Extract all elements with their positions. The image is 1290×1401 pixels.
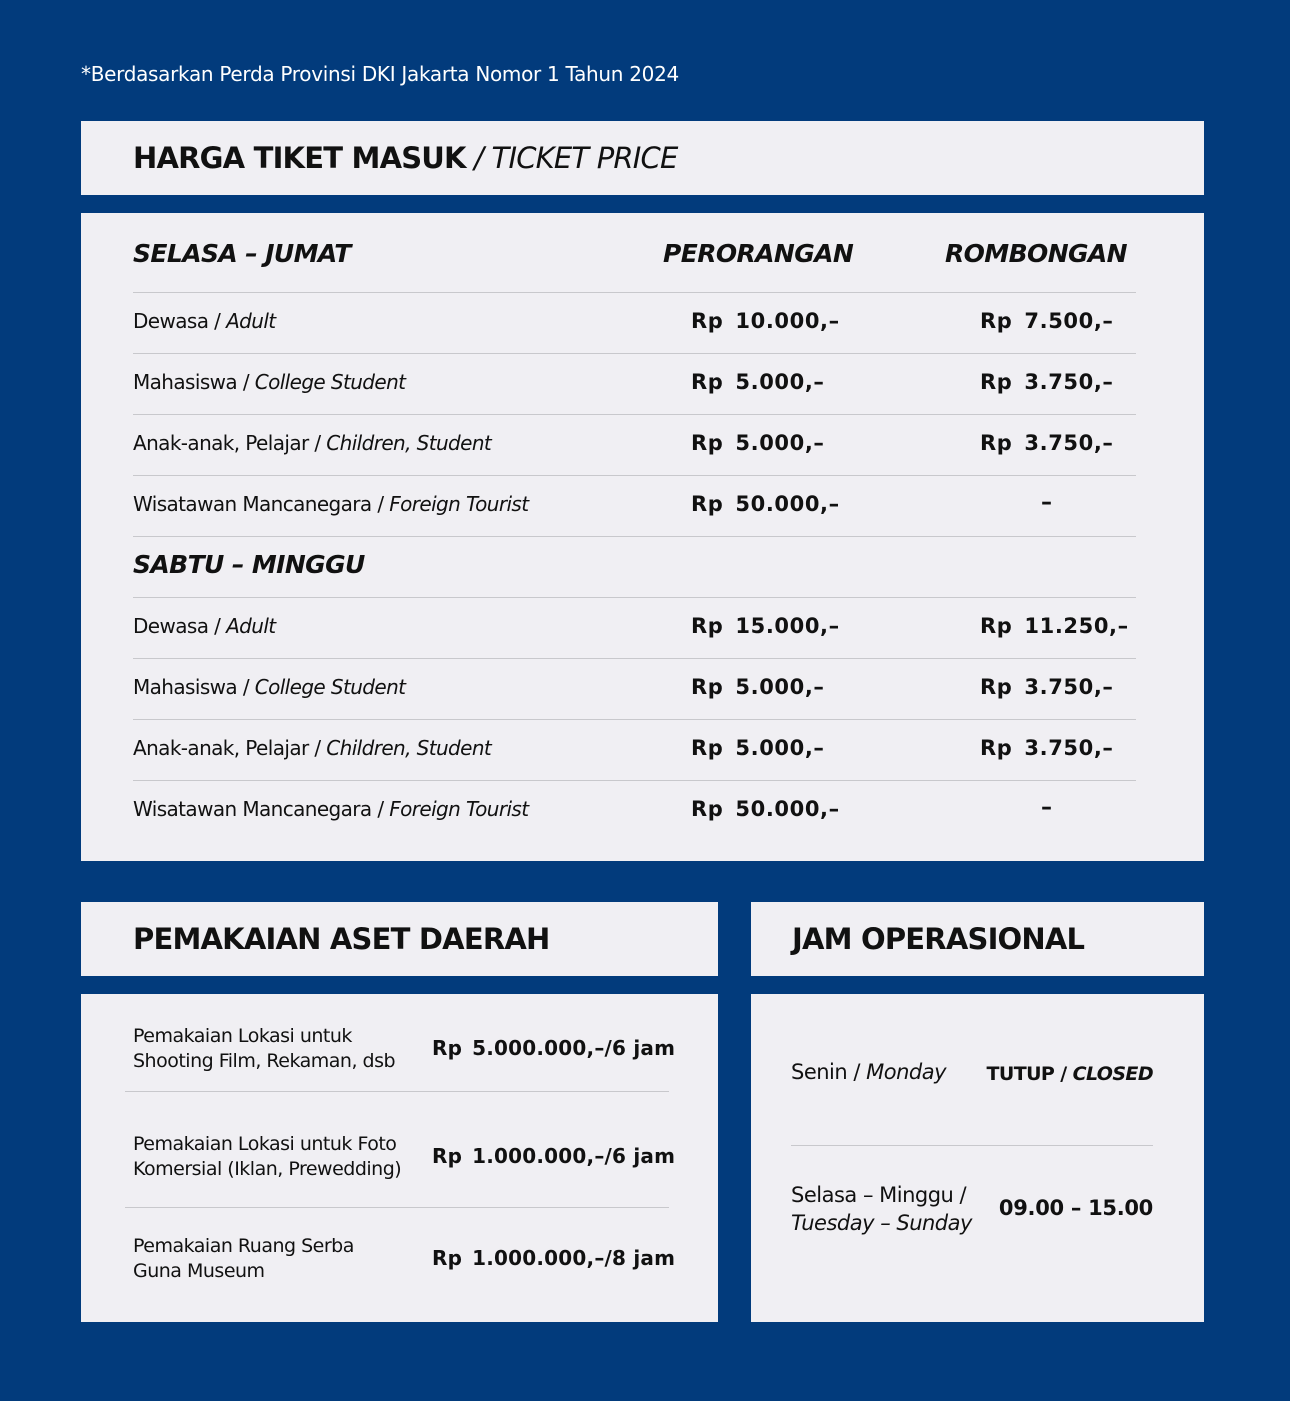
currency: Rp	[432, 1036, 463, 1060]
price-value: 3.750,–	[1024, 736, 1114, 760]
category-label: Dewasa / Adult	[133, 309, 276, 333]
price-value: 3.750,–	[1024, 370, 1114, 394]
category-en: College Student	[254, 675, 406, 699]
status-id: TUTUP	[986, 1063, 1055, 1085]
table-row	[133, 780, 1136, 841]
price-value: 5.000,–	[735, 675, 825, 699]
divider	[125, 1091, 669, 1092]
status-en: CLOSED	[1072, 1063, 1153, 1085]
list-item	[125, 1024, 676, 1084]
category-id: Mahasiswa	[133, 370, 238, 394]
price-value: 1.000.000,–/8 jam	[472, 1246, 676, 1270]
day-id: Selasa – Minggu	[791, 1183, 954, 1207]
currency: Rp	[980, 309, 1013, 333]
asset-usage-table	[81, 994, 718, 1322]
divider	[125, 1207, 669, 1208]
category-id: Dewasa	[133, 614, 209, 638]
day-label: Selasa – Minggu / Tuesday – Sunday	[791, 1181, 991, 1237]
day-en: Monday	[866, 1060, 947, 1084]
price-value: 5.000.000,–/6 jam	[472, 1036, 676, 1060]
price-value: 5.000,–	[735, 431, 825, 455]
category-label: Wisatawan Mancanegara / Foreign Tourist	[133, 492, 529, 516]
ticket-price-title	[133, 141, 678, 175]
category-en: College Student	[254, 370, 406, 394]
weekend-label-wrap	[133, 550, 1136, 579]
category-label: Dewasa / Adult	[133, 614, 276, 638]
group-price	[980, 736, 1114, 760]
operating-hours-header	[751, 902, 1204, 976]
operating-hours-title: JAM OPERASIONAL	[792, 922, 1085, 956]
asset-price	[432, 1036, 675, 1060]
price-value: 5.000,–	[735, 370, 825, 394]
currency: Rp	[691, 797, 724, 821]
category-label: Wisatawan Mancanegara / Foreign Tourist	[133, 797, 529, 821]
group-price	[980, 370, 1114, 394]
asset-usage-title: PEMAKAIAN ASET DAERAH	[133, 922, 550, 956]
divider	[791, 1145, 1153, 1146]
list-item	[125, 1234, 676, 1294]
category-en: Children, Student	[326, 736, 492, 760]
asset-usage-header	[81, 902, 718, 976]
group-price-none: –	[1041, 795, 1052, 820]
currency: Rp	[691, 309, 724, 333]
open-hours: 09.00 – 15.00	[998, 1196, 1153, 1220]
currency: Rp	[980, 675, 1013, 699]
currency: Rp	[691, 736, 724, 760]
table-row	[133, 475, 1136, 536]
day-label: Senin / Monday	[791, 1060, 947, 1084]
asset-desc-line1: Pemakaian Lokasi untuk	[133, 1025, 352, 1047]
ticket-title-en: TICKET PRICE	[491, 141, 678, 175]
price-value: 50.000,–	[735, 797, 840, 821]
individual-price	[691, 370, 825, 394]
individual-price	[691, 614, 840, 638]
price-value: 3.750,–	[1024, 675, 1114, 699]
currency: Rp	[980, 431, 1013, 455]
day-en: Tuesday – Sunday	[791, 1211, 972, 1235]
asset-price	[432, 1246, 675, 1270]
asset-description	[133, 1234, 423, 1284]
operating-hours-table	[751, 994, 1204, 1322]
category-id: Wisatawan Mancanegara	[133, 492, 372, 516]
price-value: 1.000.000,–/6 jam	[472, 1144, 676, 1168]
currency: Rp	[691, 431, 724, 455]
price-value: 7.500,–	[1024, 309, 1114, 333]
category-label: Mahasiswa / College Student	[133, 370, 406, 394]
category-id: Mahasiswa	[133, 675, 238, 699]
group-price	[980, 614, 1129, 638]
asset-description	[133, 1024, 423, 1074]
asset-desc-line1: Pemakaian Ruang Serba	[133, 1235, 354, 1257]
price-value: 50.000,–	[735, 492, 840, 516]
group-price-none: –	[1041, 490, 1052, 515]
asset-desc-line2: Guna Museum	[133, 1260, 265, 1282]
currency: Rp	[691, 675, 724, 699]
table-row	[133, 414, 1136, 475]
asset-description	[133, 1132, 423, 1182]
asset-desc-line1: Pemakaian Lokasi untuk Foto	[133, 1133, 397, 1155]
price-value: 15.000,–	[735, 614, 840, 638]
ticket-title-id: HARGA TIKET MASUK	[133, 141, 466, 175]
category-en: Adult	[226, 309, 276, 333]
price-value: 10.000,–	[735, 309, 840, 333]
weekend-label: SABTU – MINGGU	[133, 550, 365, 579]
status-closed: TUTUP / CLOSED	[986, 1063, 1153, 1085]
individual-price	[691, 736, 825, 760]
category-label: Anak-anak, Pelajar / Children, Student	[133, 431, 492, 455]
group-price	[980, 675, 1114, 699]
currency: Rp	[432, 1144, 463, 1168]
table-row	[133, 719, 1136, 780]
day-id: Senin	[791, 1060, 848, 1084]
category-en: Adult	[226, 614, 276, 638]
individual-price	[691, 492, 840, 516]
table-row	[133, 658, 1136, 719]
ticket-price-table	[81, 213, 1204, 861]
weekday-label: SELASA – JUMAT	[133, 239, 351, 268]
group-column-header: ROMBONGAN	[945, 239, 1128, 268]
asset-desc-line2: Shooting Film, Rekaman, dsb	[133, 1050, 396, 1072]
currency: Rp	[691, 614, 724, 638]
group-price	[980, 309, 1114, 333]
currency: Rp	[432, 1246, 463, 1270]
currency: Rp	[691, 492, 724, 516]
category-en: Children, Student	[326, 431, 492, 455]
individual-column-header: PERORANGAN	[663, 239, 854, 268]
individual-price	[691, 309, 840, 333]
currency: Rp	[980, 736, 1013, 760]
category-en: Foreign Tourist	[389, 492, 529, 516]
price-value: 5.000,–	[735, 736, 825, 760]
table-row	[133, 353, 1136, 414]
currency: Rp	[691, 370, 724, 394]
currency: Rp	[980, 370, 1013, 394]
ticket-price-header	[81, 121, 1204, 195]
legal-footnote: *Berdasarkan Perda Provinsi DKI Jakarta Nomor 1 Tahun 2024	[81, 62, 679, 86]
individual-price	[691, 797, 840, 821]
category-id: Anak-anak, Pelajar	[133, 736, 309, 760]
table-row	[133, 292, 1136, 353]
price-value: 3.750,–	[1024, 431, 1114, 455]
ticket-title-sep: /	[465, 141, 492, 175]
weekday-header-row	[133, 239, 1136, 268]
category-id: Anak-anak, Pelajar	[133, 431, 309, 455]
individual-price	[691, 431, 825, 455]
asset-desc-line2: Komersial (Iklan, Prewedding)	[133, 1158, 402, 1180]
category-id: Dewasa	[133, 309, 209, 333]
category-en: Foreign Tourist	[389, 797, 529, 821]
individual-price	[691, 675, 825, 699]
currency: Rp	[980, 614, 1013, 638]
price-value: 11.250,–	[1024, 614, 1129, 638]
group-price	[980, 431, 1114, 455]
list-item	[791, 1181, 1153, 1241]
weekend-header-row	[133, 536, 1136, 597]
table-row	[133, 597, 1136, 658]
asset-price	[432, 1144, 675, 1168]
list-item	[125, 1132, 676, 1192]
list-item	[791, 1058, 1153, 1090]
category-id: Wisatawan Mancanegara	[133, 797, 372, 821]
category-label: Anak-anak, Pelajar / Children, Student	[133, 736, 492, 760]
category-label: Mahasiswa / College Student	[133, 675, 406, 699]
